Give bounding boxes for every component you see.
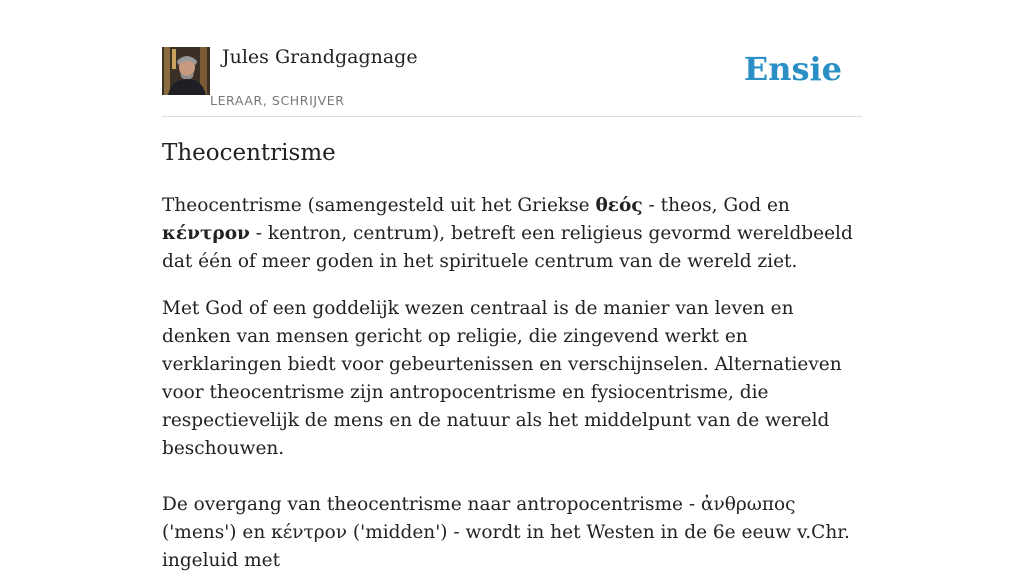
article-header — [162, 44, 862, 117]
paragraph-alternatives: Met God of een goddelijk wezen centraal is de manier van leven en denken van mensen gericht op religie, die zingevend werkt en verklaringen biedt voor gebeurtenissen en verschijnselen. Alternatieven voor theocentrisme zijn antropocentrisme en fysiocentrisme, die respectievelijk de mens en de natuur als het middelpunt van de wereld beschouwen. — [162, 298, 842, 459]
intro-text-2: - theos, God en — [642, 195, 790, 216]
article-title: Theocentrisme — [162, 140, 336, 166]
brand-logo[interactable]: Ensie — [743, 50, 842, 88]
author-avatar[interactable] — [162, 47, 210, 95]
author-photo-icon — [162, 47, 210, 95]
author-name[interactable]: Jules Grandgagnage — [222, 46, 418, 68]
greek-term-kentron: κέντρον — [162, 223, 250, 244]
author-role: LERAAR, SCHRIJVER — [210, 93, 345, 108]
paragraph-transition: De overgang van theocentrisme naar antropocentrisme - ἀνθρωπος ('mens') en κέντρον ('midden') - wordt in het Westen in de 6e eeuw v.Chr. ingeluid met — [162, 494, 850, 571]
paragraph-intro — [162, 192, 862, 276]
intro-text-3: - kentron, centrum), betreft een religieus gevormd wereldbeeld dat één of meer goden in het spirituele centrum van de wereld ziet. — [162, 223, 853, 272]
intro-text-1: Theocentrisme (samengesteld uit het Griekse — [162, 195, 596, 216]
article-body — [162, 192, 862, 575]
greek-term-theos: θεός — [595, 195, 643, 216]
